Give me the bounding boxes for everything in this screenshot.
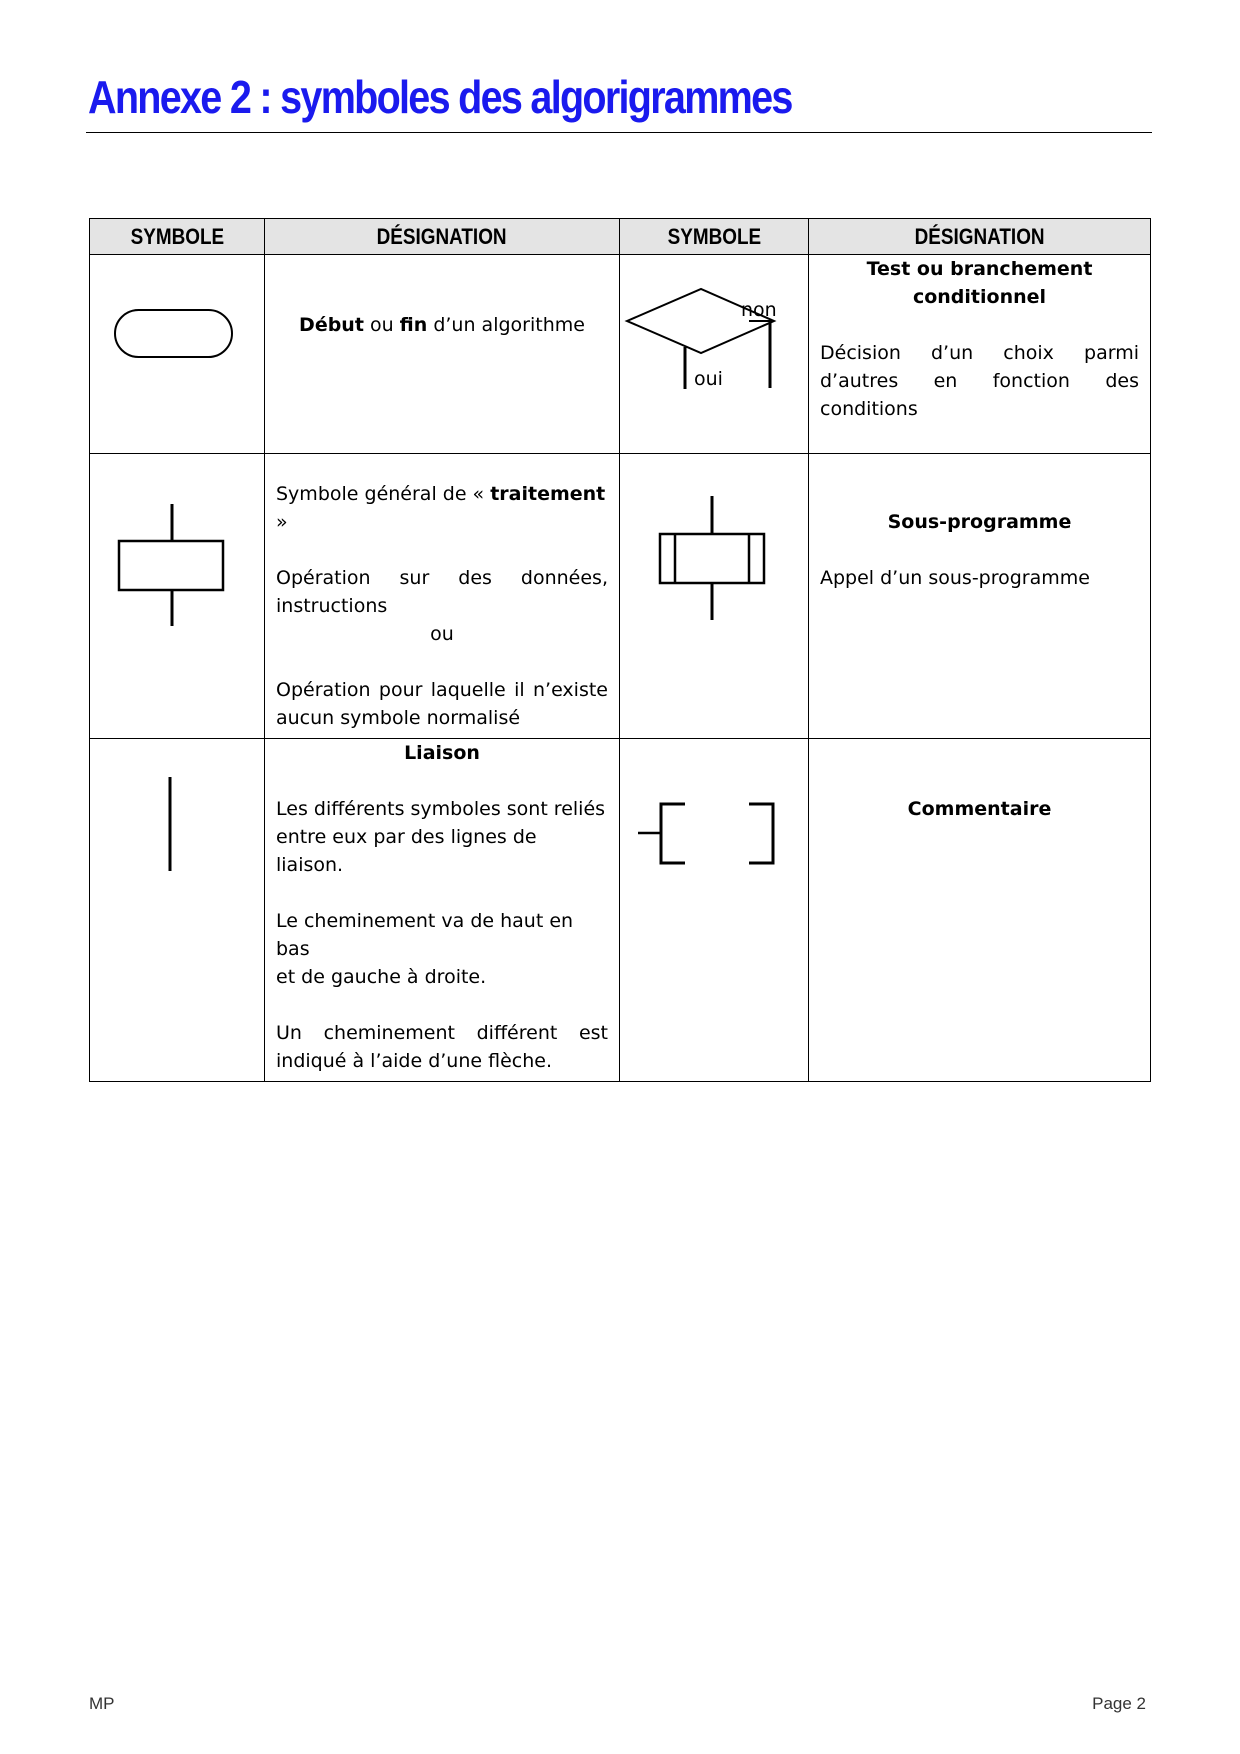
table-row xyxy=(90,739,1151,1082)
subroutine-desc: Appel d’un sous-programme xyxy=(820,567,1090,589)
designation-cell-terminal xyxy=(265,255,620,454)
table-row xyxy=(90,255,1151,454)
symbol-cell-decision xyxy=(620,255,809,454)
comment-symbol-icon xyxy=(620,739,808,1046)
decision-title-line2: conditionnel xyxy=(912,286,1047,308)
decision-desc-line1: Décision d’un choix parmi xyxy=(820,342,1139,364)
designation-cell-subroutine xyxy=(809,454,1151,739)
subroutine-title: Sous-programme xyxy=(887,511,1072,533)
decision-symbol-icon xyxy=(620,255,808,453)
page-title: Annexe 2 : symboles des algorigrammes xyxy=(88,71,792,123)
footer-page-number: Page 2 xyxy=(1092,1694,1146,1713)
table-header-row xyxy=(90,219,1151,255)
designation-cell-link xyxy=(265,739,620,1082)
symbols-table xyxy=(89,218,1151,1082)
decision-desc-line2: d’autres en fonction des xyxy=(820,370,1139,392)
link-p1-line1: Les différents symboles sont reliés xyxy=(276,798,606,820)
decision-label-non: non xyxy=(741,299,777,321)
process-line1-c: » xyxy=(276,511,288,533)
process-op-line1: Opération sur des données, xyxy=(276,567,608,589)
symbol-cell-link xyxy=(90,739,265,1082)
designation-cell-decision xyxy=(809,255,1151,454)
link-p3-line1: Un cheminement différent est xyxy=(276,1022,608,1044)
header-designation-2: DÉSIGNATION xyxy=(809,219,1151,255)
symbol-cell-terminal xyxy=(90,255,265,454)
header-symbole-1: SYMBOLE xyxy=(90,219,265,255)
process-symbol-icon xyxy=(90,454,264,736)
symbol-cell-subroutine xyxy=(620,454,809,739)
link-p3-line2: indiqué à l’aide d’une flèche. xyxy=(276,1050,552,1072)
designation-cell-process xyxy=(265,454,620,739)
debut-word: Début xyxy=(299,314,364,336)
designation-cell-comment xyxy=(809,739,1151,1082)
symbol-cell-process xyxy=(90,454,265,739)
ou-word: ou xyxy=(363,314,400,336)
link-title: Liaison xyxy=(404,742,480,764)
subroutine-symbol-icon xyxy=(620,454,808,736)
decision-title-line1: Test ou branchement xyxy=(866,258,1093,280)
terminal-symbol-icon xyxy=(90,255,264,453)
symbol-cell-comment xyxy=(620,739,809,1082)
decision-label-oui: oui xyxy=(694,368,723,390)
traitement-word: traitement xyxy=(490,483,606,505)
footer-left: MP xyxy=(89,1694,115,1713)
header-designation-1: DÉSIGNATION xyxy=(265,219,620,255)
terminal-desc-rest: d’un algorithme xyxy=(427,314,585,336)
comment-title: Commentaire xyxy=(907,798,1052,820)
process-op2-line2: aucun symbole normalisé xyxy=(276,707,521,729)
process-op-line2: instructions xyxy=(276,595,388,617)
table-row xyxy=(90,454,1151,739)
link-line-symbol-icon xyxy=(90,739,264,1046)
process-ou: ou xyxy=(430,623,454,645)
fin-word: fin xyxy=(399,314,428,336)
header-symbole-2: SYMBOLE xyxy=(620,219,809,255)
decision-desc-line3: conditions xyxy=(820,398,918,420)
process-line1-a: Symbole général de « xyxy=(276,483,491,505)
title-underline xyxy=(86,132,1152,133)
link-p2-line2: et de gauche à droite. xyxy=(276,966,487,988)
link-p2-line1: Le cheminement va de haut en bas xyxy=(276,910,574,960)
link-p1-line2: entre eux par des lignes de liaison. xyxy=(276,826,537,876)
process-op2-line1: Opération pour laquelle il n’existe xyxy=(276,679,608,701)
